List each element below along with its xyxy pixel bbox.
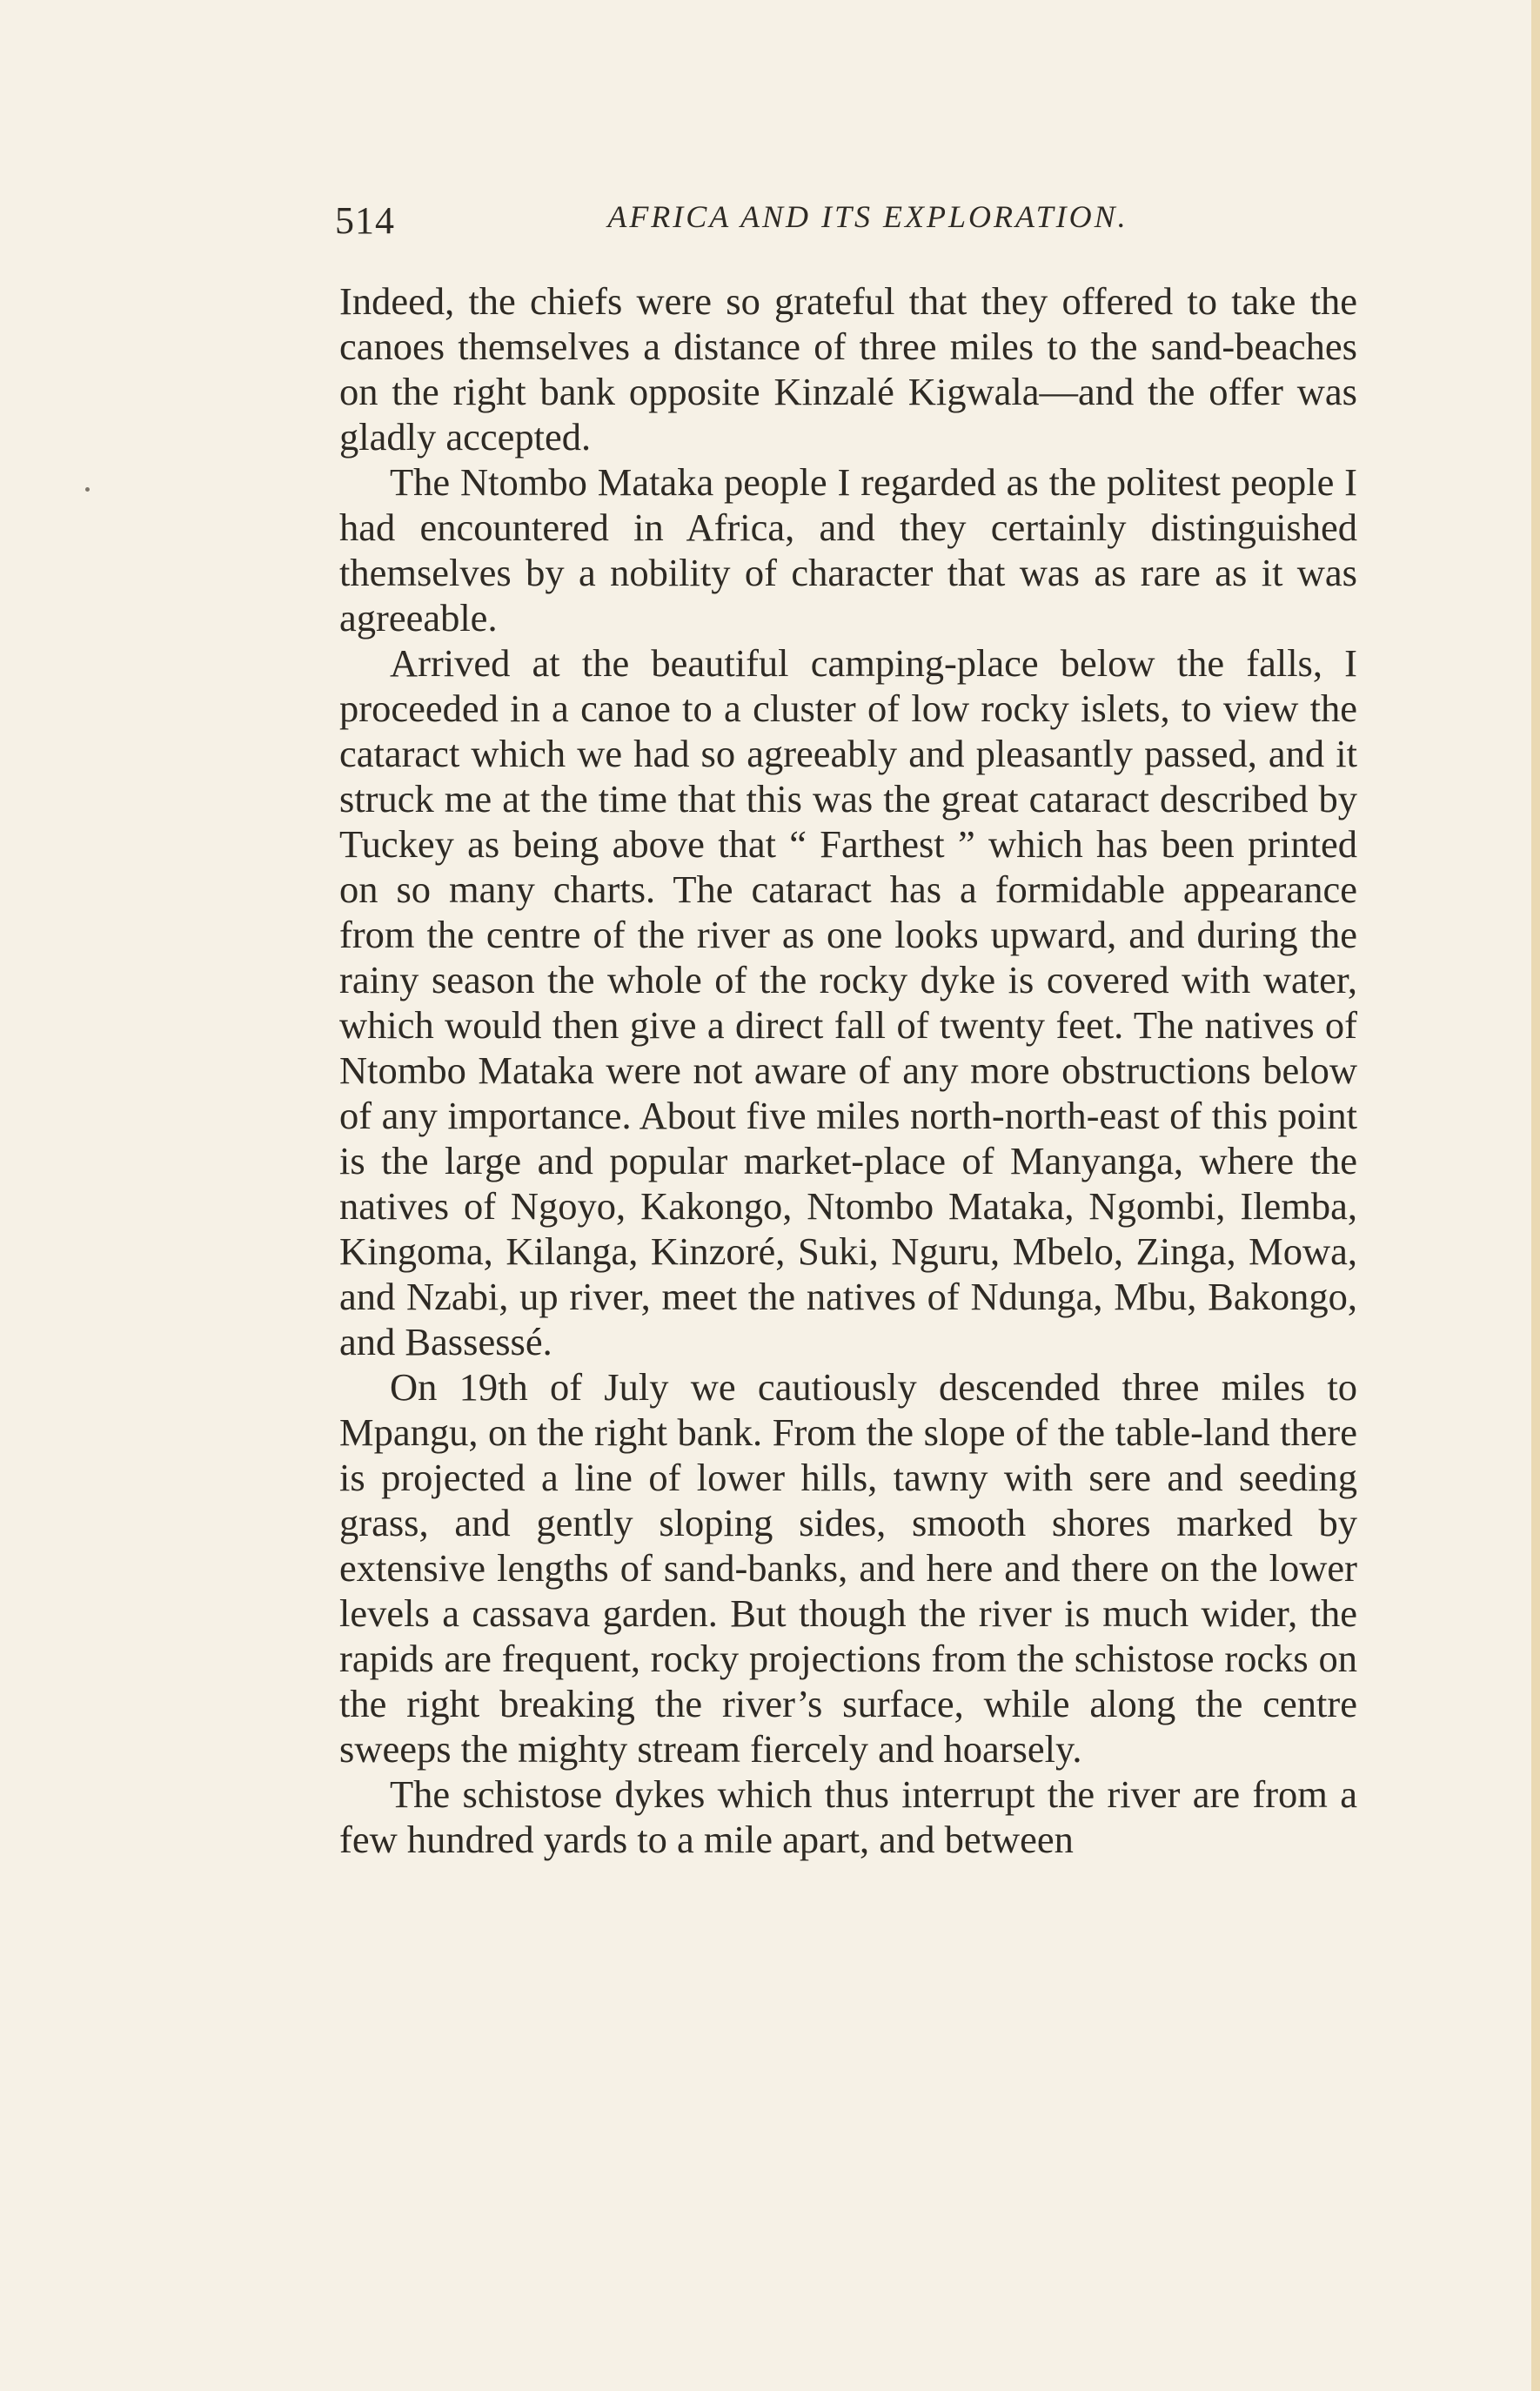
page-header — [335, 198, 1349, 251]
page-edge — [1531, 0, 1540, 2391]
paragraph: On 19th of July we cautiously descended three miles to Mpangu, on the right bank. From the slope of the table-land there is projected a line of lower hills, tawny with sere and seeding grass, and gently sloping sides, smooth shores marked by extensive lengths of sand-banks, and here and there on the lower levels a cassava garden. But though the river is much wider, the rapids are frequent, rocky projections from the schistose rocks on the right breaking the river’s surface, while along the centre sweeps the mighty stream fiercely and hoarsely. — [339, 1365, 1357, 1771]
margin-speck — [85, 487, 90, 492]
paragraph: Arrived at the beautiful camping-place below the falls, I proceeded in a canoe to a cluster of low rocky islets, to view the cataract which we had so agreeably and pleasantly passed, and it struck me at the time that this was the great cataract described by Tuckey as being above that “ Farthest ” which has been printed on so many charts. The cataract has a formidable appearance from the centre of the river as one looks upward, and during the rainy season the whole of the rocky dyke is covered with water, which would then give a direct fall of twenty feet. The natives of Ntombo Mataka were not aware of any more obstructions below of any importance. About five miles north-north-east of this point is the large and popular market-place of Manyanga, where the natives of Ngoyo, Kakongo, Ntombo Mataka, Ngombi, Ilemba, Kingoma, Kilanga, Kinzoré, Suki, Nguru, Mbelo, Zinga, Mowa, and Nzabi, up river, meet the natives of Ndunga, Mbu, Bakongo, and Bassessé. — [339, 641, 1357, 1363]
paragraph: The schistose dykes which thus interrupt the river are from a few hundred yards to a mile apart, and between — [339, 1772, 1357, 1861]
running-title: AFRICA AND ITS EXPLORATION. — [607, 199, 1128, 234]
body-text — [339, 278, 1357, 1862]
page-number: 514 — [335, 199, 395, 242]
paragraph: The Ntombo Mataka people I regarded as the politest people I had encountered in Africa, and they certainly distinguished themselves by a nobility of character that was as rare as it was agreeable. — [339, 460, 1357, 640]
paragraph: Indeed, the chiefs were so grateful that they offered to take the canoes themselves a distance of three miles to the sand-beaches on the right bank opposite Kinzalé Kigwala—and the offer was gladly accepted. — [339, 279, 1357, 459]
